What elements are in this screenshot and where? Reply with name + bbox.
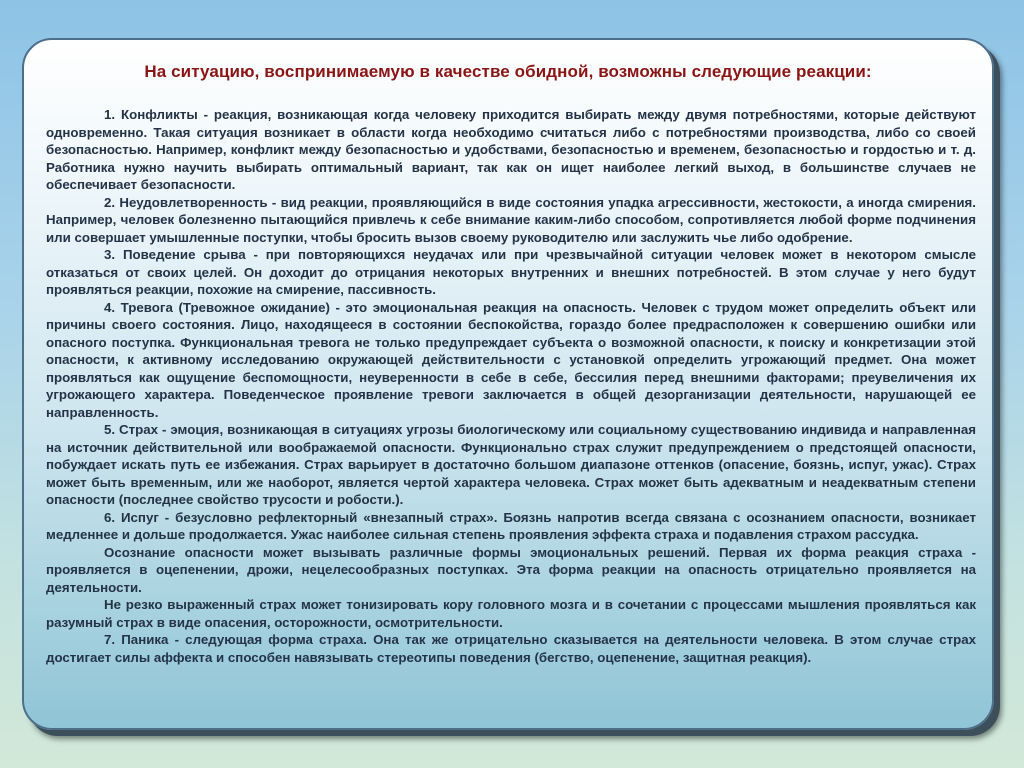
paragraph-fear: 5. Страх - эмоция, возникающая в ситуациях угрозы биологическому или социальному существованию индивида и направленная на источник действительной или воображаемой опасности. Функционально страх служит предупреждением о предстоящей опасности, побуждает искать путь ее избежания. Страх варьирует в достаточно большом диапазоне оттенков (опасение, боязнь, испуг, ужас). Страх может быть временным, или же наоборот, является чертой характера человека. Страх может быть адекватным и неадекватным степени опасности (последнее свойство трусости и робости.). bbox=[46, 422, 976, 507]
slide-body-text bbox=[46, 106, 976, 666]
paragraph-fright: 6. Испуг - безусловно рефлекторный «внезапный страх». Боязнь напротив всегда связана с осознанием опасности, возникает медленнее и дольше продолжается. Ужас наиболее сильная степень проявления эффекта страха и подавления страхом рассудка. bbox=[46, 509, 976, 542]
paragraph-conflicts: 1. Конфликты - реакция, возникающая когда человеку приходится выбирать между двумя потребностями, которые действуют одновременно. Такая ситуация возникает в области когда необходимо считаться либо с потребностями производства, либо со своей безопасностью. Например, конфликт между безопасностью и удобствами, безопасностью и временем, безопасностью и гордостью и т. д. Работника нужно научить выбирать оптимальный вариант, так как он ищет наиболее легкий выход, в большинстве случаев не обеспечивает безопасности. bbox=[46, 107, 976, 192]
slide-card bbox=[22, 38, 994, 730]
paragraph-danger-awareness: Осознание опасности может вызывать различные формы эмоциональных решений. Первая их форма реакция страха - проявляется в оцепенении, дрожи, нецелесообразных поступках. Эта форма реакции на опасность отрицательно проявляется на деятельности. bbox=[46, 544, 976, 595]
paragraph-mild-fear: Не резко выраженный страх может тонизировать кору головного мозга и в сочетании с процессами мышления проявляться как разумный страх в виде опасения, осторожности, осмотрительности. bbox=[46, 597, 976, 630]
slide-title: На ситуацию, воспринимаемую в качестве обидной, возможны следующие реакции: bbox=[144, 62, 872, 81]
paragraph-anxiety: 4. Тревога (Тревожное ожидание) - это эмоциональная реакция на опасность. Человек с трудом может определить объект или причины своего состояния. Лицо, находящееся в состоянии беспокойства, гораздо более предрасположен к совершению ошибки или опасного поступка. Функциональная тревога не только предупреждает субъекта о возможной опасности, к поиску и конкретизации этой опасности, к активному исследованию окружающей действительности с установкой определить угрожающий предмет. Она может проявляться как ощущение беспомощности, неуверенности в себе в себе, бессилия перед внешними факторами; преувеличения их угрожающего характера. Поведенческое проявление тревоги заключается в общей дезорганизации деятельности, нарушающей ее направленность. bbox=[46, 299, 976, 420]
paragraph-dissatisfaction: 2. Неудовлетворенность - вид реакции, проявляющийся в виде состояния упадка агрессивности, жестокости, а иногда смирения. Например, человек болезненно пытающийся привлечь к себе внимание каким-либо способом, сопротивляется любой форме подчинения или совершает умышленные поступки, чтобы бросить вызов своему руководителю или заслужить чье либо одобрение. bbox=[46, 194, 976, 245]
paragraph-breakdown-behavior: 3. Поведение срыва - при повторяющихся неудачах или при чрезвычайной ситуации человек может в некотором смысле отказаться от своих целей. Он доходит до отрицания некоторых внутренних и внешних потребностей. В этом случае у него будут проявляться реакции, похожие на смирение, пассивность. bbox=[46, 247, 976, 297]
paragraph-panic: 7. Паника - следующая форма страха. Она так же отрицательно сказывается на деятельности человека. В этом случае страх достигает силы аффекта и способен навязывать стереотипы поведения (бегство, оцепенение, защитная реакция). bbox=[46, 632, 976, 665]
